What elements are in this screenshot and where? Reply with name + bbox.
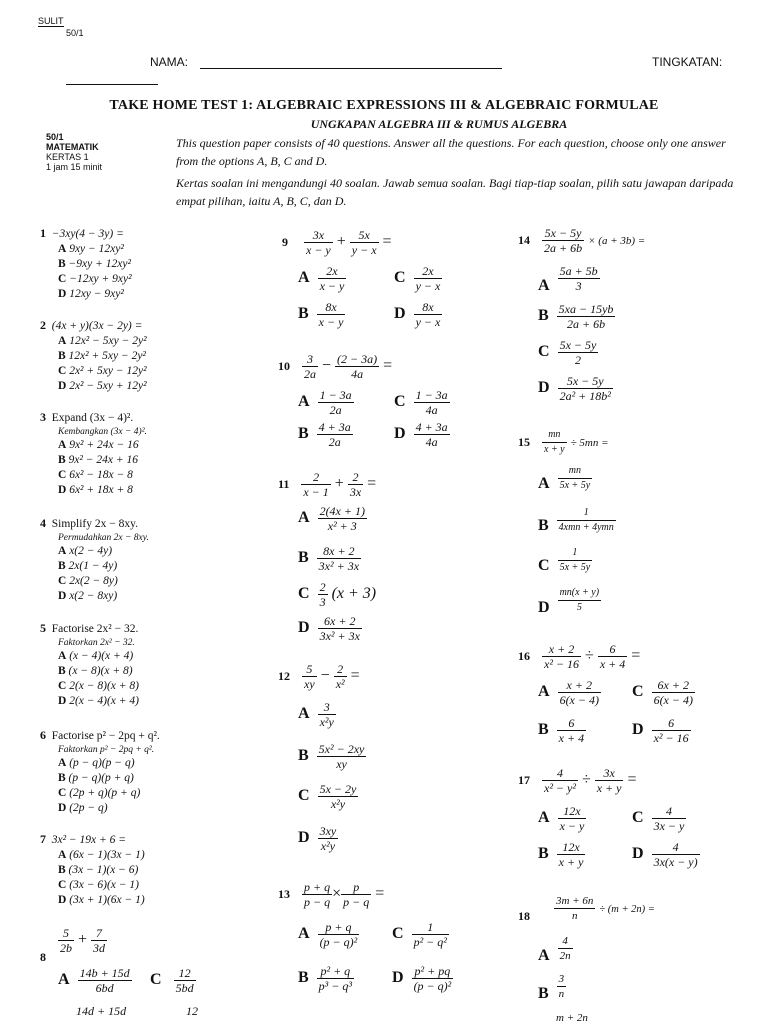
question-13: 13 $\frac{p + q}{p - q}$ × $\frac{p}{p - q}$ = A $\frac{p + q}{\text{(p − q)²}}$ C $\frac{1}{\text{p² − q²}}$ B $\frac{\text{p² + q}}{\text{p³ − q³}}$ D $\frac{\text{p² + pq}}{\text{(p − q)²}}$	[278, 880, 452, 993]
page-subtitle: UNGKAPAN ALGEBRA III & RUMUS ALGEBRA	[310, 117, 568, 131]
page-title: TAKE HOME TEST 1: ALGEBRAIC EXPRESSIONS III & ALGEBRAIC FORMULAE	[109, 98, 659, 113]
question-16: 16 $\frac{x + 2}{\text{x² − 16}}$ ÷ $\frac{6}{x + 4}$ = A $\frac{x + 2}{6(x - 4)}$ C $\frac{6x + 2}{6(x - 4)}$ B $\frac{6}{x + 4}$ D $\frac{6}{\text{x² − 16}}$	[518, 642, 693, 745]
paper-code: 50/1	[66, 28, 84, 38]
question-18: $_{18}$ $\frac{3m + 6n}{n}$ ÷ (m + 2n) = A $\frac{4}{2n}$ B $\frac{3}{n}$ m + 2n	[518, 895, 655, 1024]
sulit-label: SULIT	[38, 16, 64, 26]
tingkatan-label: TINGKATAN:	[652, 55, 723, 69]
question-7: 7 3x² − 19x + 6 = A (6x − 1)(3x − 1) B (3x − 1)(x − 6) C (3x − 6)(x − 1) D (3x + 1)(6x − 1)	[40, 832, 145, 906]
question-17: 17 $\frac{4}{\text{x² − y²}}$ ÷ $\frac{3x}{x + y}$ = A $\frac{12x}{x - y}$ C $\frac{4}{3x - y}$ B $\frac{12x}{x + y}$ D $\frac{4}{3x(x - y)}$	[518, 766, 698, 869]
question-2: 2 (4x + y)(3x − 2y) = A 12x² − 5xy − 2y² B 12x² + 5xy − 2y² C 2x² + 5xy − 12y² D 2x² − 5xy + 12y²	[40, 318, 147, 392]
instructions-my: Kertas soalan ini mengandungi 40 soalan. Jawab semua soalan. Bagi tiap-tiap soalan, pilih satu jawapan daripada empat pilihan, iaitu A, B, C, dan D.	[176, 176, 734, 208]
question-6: 6 Factorise p² − 2pq + q². Faktorkan p² − 2pq + q². A (p − q)(p − q) B (p − q)(p + q) C (2p + q)(p + q) D (2p − q)	[40, 728, 160, 814]
question-4: 4 Simplify 2x − 8xy. Permudahkan 2x − 8xy. A x(2 − 4y) B 2x(1 − 4y) C 2x(2 − 8y) D x(2 − 8xy)	[40, 516, 149, 602]
question-10: 10 $\frac{3}{2a}$ − $\frac{(2 - 3a)}{4a}$ = A $\frac{1 - 3a}{2a}$ C $\frac{1 - 3a}{4a}$ B $\frac{4 + 3a}{2a}$ D $\frac{4 + 3a}{4a}$	[278, 352, 448, 449]
nama-field[interactable]	[200, 68, 502, 69]
question-5: 5 Factorise 2x² − 32. Faktorkan 2x² − 32. A (x − 4)(x + 4) B (x − 8)(x + 8) C 2(x − 8)(x + 8) D 2(x − 4)(x + 4)	[40, 621, 139, 707]
tingkatan-field[interactable]	[66, 84, 158, 85]
question-11: 11 $\frac{2}{x - 1}$ + $\frac{2}{3x}$ = A $\frac{2(4x + 1)}{\text{x² + 3}}$ B $\frac{8x + 2}{\text{3x² + 3x}}$ C $\frac{2}{3}$ (x + 3) D $\frac{6x + 2}{\text{3x² + 3x}}$	[278, 470, 377, 643]
instructions-en: This question paper consists of 40 questions. Answer all the questions. For each question, choose only one answer from the options A, B, C and D.	[176, 136, 726, 168]
question-9: 9 $\frac{3x}{x - y}$ + $\frac{5x}{y - x}$ = A $\frac{2x}{x - y}$ C $\frac{2x}{y - x}$ B $\frac{8x}{x - y}$ D $\frac{8x}{y - x}$	[282, 228, 441, 329]
paper-info: 50/1 MATEMATIK KERTAS 1 1 jam 15 minit	[46, 132, 103, 172]
question-15: 15 $\frac{mn}{x + y}$ ÷ 5mn = A $\frac{mn}{5x + 5y}$ B $\frac{1}{\text{4xmn + 4ymn}}$ C $\frac{1}{5x + 5y}$ D $\frac{mn(x + y)}{5}$	[518, 429, 614, 617]
question-14: 14 $\frac{5x - 5y}{2a + 6b}$ × (a + 3b) = A $\frac{5a + 5b}{3}$ B $\frac{5xa - 15yb}{2a + 6b}$ C $\frac{5x - 5y}{2}$ D $\frac{5x - 5y}{\text{2a² + 18b²}}$	[518, 226, 646, 403]
question-1: 1 −3xy(4 − 3y) = A 9xy − 12xy² B −9xy + 12xy² C −12xy + 9xy² D 12xy − 9xy²	[40, 226, 132, 300]
question-3: 3 Expand (3x − 4)². Kembangkan (3x − 4)². A 9x² + 24x − 16 B 9x² − 24x + 16 C 6x² − 18x − 8 D 6x² + 18x + 8	[40, 410, 147, 496]
question-12: 12 $\frac{5}{xy}$ − $\frac{2}{\text{x²}}$ = A $\frac{3}{\text{x²y}}$ B $\frac{\text{5x² − 2xy}}{xy}$ C $\frac{5x - 2y}{\text{x²y}}$ D $\frac{3xy}{\text{x²y}}$	[278, 662, 365, 853]
nama-label: NAMA:	[150, 55, 189, 69]
